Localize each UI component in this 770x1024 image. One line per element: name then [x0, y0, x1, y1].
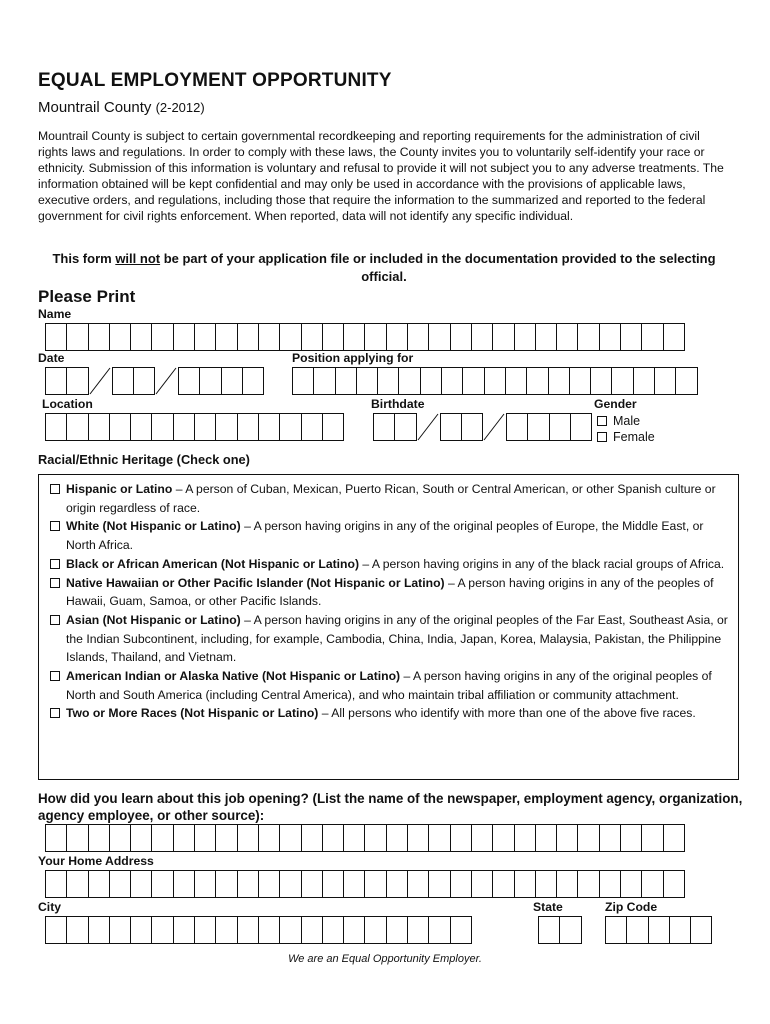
char-box[interactable] — [690, 916, 712, 944]
char-box[interactable] — [505, 367, 527, 395]
char-box[interactable] — [178, 367, 200, 395]
char-box[interactable] — [663, 824, 685, 852]
char-box[interactable] — [322, 824, 344, 852]
location-input-boxes[interactable] — [45, 413, 343, 441]
char-box[interactable] — [569, 367, 591, 395]
char-box[interactable] — [514, 870, 536, 898]
char-box[interactable] — [343, 870, 365, 898]
race-option[interactable] — [50, 704, 734, 723]
char-box[interactable] — [407, 870, 429, 898]
char-box[interactable] — [292, 367, 314, 395]
char-box[interactable] — [535, 824, 557, 852]
char-box[interactable] — [151, 323, 173, 351]
char-box[interactable] — [237, 323, 259, 351]
char-box[interactable] — [109, 413, 131, 441]
race-checkbox[interactable] — [50, 484, 60, 494]
char-box[interactable] — [471, 323, 493, 351]
race-option[interactable] — [50, 574, 734, 611]
char-box[interactable] — [599, 870, 621, 898]
race-name: White (Not Hispanic or Latino) — [66, 519, 241, 534]
char-box[interactable] — [577, 323, 599, 351]
race-name: Hispanic or Latino — [66, 482, 173, 496]
gender-male-option[interactable]: Male — [597, 414, 640, 428]
race-description: – A person having origins in any of the original peoples of the Far East, Southeast Asia, or the Indian Subcontinent, including, for example, Cambodia, China, India, Japan, Korea, Malaysia, Pakistan, the Philippine Islands, Thailand, and Vietnam. — [66, 612, 728, 665]
please-print-heading: Please Print — [38, 287, 136, 306]
race-checkbox[interactable] — [50, 559, 60, 569]
char-box[interactable] — [322, 870, 344, 898]
char-box[interactable] — [335, 367, 357, 395]
char-box[interactable] — [151, 824, 173, 852]
char-box[interactable] — [654, 367, 676, 395]
char-box[interactable] — [279, 413, 301, 441]
char-box[interactable] — [343, 824, 365, 852]
char-box[interactable] — [577, 870, 599, 898]
char-box[interactable] — [514, 323, 536, 351]
char-box[interactable] — [322, 916, 344, 944]
char-box[interactable] — [133, 367, 155, 395]
char-box[interactable] — [237, 413, 259, 441]
char-box[interactable] — [386, 323, 408, 351]
date-label: Date — [38, 351, 65, 365]
char-box[interactable] — [237, 824, 259, 852]
race-checkbox[interactable] — [50, 708, 60, 718]
char-box[interactable] — [66, 367, 88, 395]
char-box[interactable] — [506, 413, 528, 441]
race-checkbox[interactable] — [50, 671, 60, 681]
char-box[interactable] — [313, 367, 335, 395]
char-box[interactable] — [462, 367, 484, 395]
char-box[interactable] — [377, 367, 399, 395]
char-box[interactable] — [109, 916, 131, 944]
char-box[interactable] — [590, 367, 612, 395]
race-checkbox[interactable] — [50, 578, 60, 588]
char-box[interactable] — [641, 870, 663, 898]
char-box[interactable] — [428, 323, 450, 351]
char-box[interactable] — [215, 323, 237, 351]
char-box[interactable] — [45, 870, 67, 898]
char-box[interactable] — [663, 870, 685, 898]
char-box[interactable] — [301, 323, 323, 351]
char-box[interactable] — [279, 323, 301, 351]
char-box[interactable] — [356, 367, 378, 395]
char-box[interactable] — [641, 323, 663, 351]
char-box[interactable] — [66, 323, 88, 351]
char-box[interactable] — [88, 916, 110, 944]
char-box[interactable] — [641, 824, 663, 852]
char-box[interactable] — [663, 323, 685, 351]
form-revision: (2-2012) — [155, 100, 205, 115]
char-box[interactable] — [151, 413, 173, 441]
char-box[interactable] — [88, 323, 110, 351]
race-option-text — [66, 517, 734, 554]
char-box[interactable] — [215, 870, 237, 898]
name-input-boxes[interactable] — [45, 323, 684, 351]
date-input-boxes[interactable] — [45, 367, 263, 395]
char-box[interactable] — [194, 824, 216, 852]
char-box[interactable] — [45, 916, 67, 944]
char-box[interactable] — [88, 824, 110, 852]
char-box[interactable] — [45, 413, 67, 441]
char-box[interactable] — [258, 870, 280, 898]
location-label: Location — [42, 397, 93, 411]
race-name: Two or More Races (Not Hispanic or Latino) — [66, 706, 319, 721]
char-box[interactable] — [258, 916, 280, 944]
footer-eoe: We are an Equal Opportunity Employer. — [288, 953, 482, 965]
char-box[interactable] — [492, 824, 514, 852]
char-box[interactable] — [428, 870, 450, 898]
char-box[interactable] — [461, 413, 483, 441]
char-box[interactable] — [492, 323, 514, 351]
birthdate-label: Birthdate — [371, 397, 425, 411]
char-box[interactable] — [450, 323, 472, 351]
char-box[interactable] — [599, 323, 621, 351]
char-box[interactable] — [407, 323, 429, 351]
char-box[interactable] — [548, 367, 570, 395]
char-box[interactable] — [633, 367, 655, 395]
char-box[interactable] — [527, 413, 549, 441]
char-box[interactable] — [109, 824, 131, 852]
home-address-input-boxes[interactable] — [45, 870, 684, 898]
city-label: City — [38, 900, 62, 914]
char-box[interactable] — [343, 916, 365, 944]
char-box[interactable] — [441, 367, 463, 395]
race-description: – A person having origins in any of the original peoples of North and South America (including Central America), and who maintain tribal affiliation or community attachment. — [66, 669, 712, 702]
char-box[interactable] — [484, 367, 506, 395]
gender-label: Gender — [594, 397, 637, 411]
char-box[interactable] — [194, 323, 216, 351]
char-box[interactable] — [570, 413, 592, 441]
char-box[interactable] — [373, 413, 395, 441]
char-box[interactable] — [626, 916, 648, 944]
char-box[interactable] — [151, 870, 173, 898]
char-box[interactable] — [559, 916, 581, 944]
race-option[interactable] — [50, 611, 734, 667]
char-box[interactable] — [279, 870, 301, 898]
char-box[interactable] — [199, 367, 221, 395]
char-box[interactable] — [535, 323, 557, 351]
char-box[interactable] — [364, 916, 386, 944]
char-box[interactable] — [407, 916, 429, 944]
char-box[interactable] — [364, 824, 386, 852]
race-name: American Indian or Alaska Native (Not Hispanic or Latino) — [66, 669, 401, 684]
race-description: – A person having origins in any of the original peoples of Europe, the Middle East, or North Africa. — [66, 519, 704, 553]
char-box[interactable] — [242, 367, 264, 395]
char-box[interactable] — [620, 323, 642, 351]
race-description: – A person having origins in any of the black racial groups of Africa. — [359, 556, 725, 571]
race-option[interactable] — [50, 667, 734, 704]
char-box[interactable] — [258, 323, 280, 351]
race-option-text — [66, 667, 734, 704]
home-address-label: Your Home Address — [38, 854, 154, 868]
char-box[interactable] — [130, 323, 152, 351]
char-box[interactable] — [173, 323, 195, 351]
char-box[interactable] — [407, 824, 429, 852]
char-box[interactable] — [450, 916, 472, 944]
char-box[interactable] — [549, 413, 571, 441]
char-box[interactable] — [88, 413, 110, 441]
char-box[interactable] — [88, 870, 110, 898]
char-box[interactable] — [669, 916, 691, 944]
char-box[interactable] — [109, 323, 131, 351]
how-learn-input-boxes[interactable] — [45, 824, 684, 852]
char-box[interactable] — [605, 916, 627, 944]
char-box[interactable] — [130, 824, 152, 852]
char-box[interactable] — [301, 413, 323, 441]
char-box[interactable] — [364, 323, 386, 351]
char-box[interactable] — [611, 367, 633, 395]
race-option-text — [66, 704, 734, 723]
race-name: Black or African American (Not Hispanic or Latino) — [66, 556, 360, 571]
racial-heading: Racial/Ethnic Heritage (Check one) — [38, 452, 250, 467]
char-box[interactable] — [620, 824, 642, 852]
char-box[interactable] — [215, 824, 237, 852]
char-box[interactable] — [258, 413, 280, 441]
char-box[interactable] — [322, 323, 344, 351]
char-box[interactable] — [215, 916, 237, 944]
form-title: EQUAL EMPLOYMENT OPPORTUNITY — [38, 70, 392, 91]
char-box[interactable] — [526, 367, 548, 395]
race-option-text — [66, 480, 734, 517]
char-box[interactable] — [301, 870, 323, 898]
race-name: Asian (Not Hispanic or Latino) — [66, 612, 241, 627]
char-box[interactable] — [538, 916, 560, 944]
female-checkbox[interactable] — [597, 432, 607, 442]
race-checkbox[interactable] — [50, 521, 60, 531]
char-box[interactable] — [577, 824, 599, 852]
race-option-text — [66, 574, 734, 611]
char-box[interactable] — [471, 870, 493, 898]
char-box[interactable] — [386, 916, 408, 944]
birthdate-input-boxes[interactable] — [373, 413, 591, 441]
form-subtitle — [38, 99, 205, 116]
char-box[interactable] — [194, 413, 216, 441]
char-box[interactable] — [45, 323, 67, 351]
char-box[interactable] — [173, 824, 195, 852]
char-box[interactable] — [215, 413, 237, 441]
char-box[interactable] — [109, 870, 131, 898]
intro-paragraph: Mountrail County is subject to certain governmental recordkeeping and reporting requirements for the administration of civil rights laws and regulations. In order to comply with these laws, the County invites you to voluntarily self-identify your race or ethnicity. Submission of this information is voluntary and refusal to provide it will not subject you to any adverse treatments. The information obtained will be kept confidential and may only be used in accordance with the provisions of applicable laws, executive orders, and regulations, including those that require the information to the summarized and reported to the federal government for civil rights enforcement. When reported, data will not identify any specific individual. — [38, 129, 724, 223]
char-box[interactable] — [535, 870, 557, 898]
gender-female-option[interactable]: Female — [597, 430, 655, 444]
name-label: Name — [38, 307, 72, 321]
char-box[interactable] — [221, 367, 243, 395]
char-box[interactable] — [675, 367, 697, 395]
city-input-boxes[interactable] — [45, 916, 471, 944]
race-options-list — [50, 480, 734, 723]
char-box[interactable] — [420, 367, 442, 395]
form-notice: This form will not be part of your application file or included in the documentation provided to the selecting official. — [52, 251, 716, 284]
race-option-text — [66, 555, 734, 574]
race-description: – All persons who identify with more than one of the above five races. — [318, 706, 696, 721]
char-box[interactable] — [130, 870, 152, 898]
char-box[interactable] — [386, 824, 408, 852]
char-box[interactable] — [45, 824, 67, 852]
char-box[interactable] — [301, 916, 323, 944]
county-name: Mountrail County — [38, 99, 152, 116]
char-box[interactable] — [428, 916, 450, 944]
race-option[interactable] — [50, 480, 734, 517]
char-box[interactable] — [237, 870, 259, 898]
char-box[interactable] — [440, 413, 462, 441]
char-box[interactable] — [194, 916, 216, 944]
char-box[interactable] — [450, 870, 472, 898]
char-box[interactable] — [322, 413, 344, 441]
char-box[interactable] — [556, 870, 578, 898]
char-box[interactable] — [130, 413, 152, 441]
char-box[interactable] — [173, 870, 195, 898]
char-box[interactable] — [237, 916, 259, 944]
char-box[interactable] — [151, 916, 173, 944]
race-description: – A person of Cuban, Mexican, Puerto Rican, South or Central American, or other Spanish culture or origin regardless of race. — [66, 482, 716, 515]
char-box[interactable] — [66, 413, 88, 441]
male-checkbox[interactable] — [597, 416, 607, 426]
race-option-text — [66, 611, 734, 667]
char-box[interactable] — [599, 824, 621, 852]
race-description: – A person having origins in any of the peoples of Hawaii, Guam, Samoa, or other Pacific Islands. — [66, 575, 714, 609]
char-box[interactable] — [648, 916, 670, 944]
race-option[interactable] — [50, 555, 734, 574]
char-box[interactable] — [450, 824, 472, 852]
position-input-boxes[interactable] — [292, 367, 697, 395]
char-box[interactable] — [556, 824, 578, 852]
char-box[interactable] — [471, 824, 493, 852]
char-box[interactable] — [258, 824, 280, 852]
char-box[interactable] — [394, 413, 416, 441]
char-box[interactable] — [428, 824, 450, 852]
char-box[interactable] — [45, 367, 67, 395]
zip-input-boxes[interactable] — [605, 916, 711, 944]
race-option[interactable] — [50, 517, 734, 554]
char-box[interactable] — [194, 870, 216, 898]
char-box[interactable] — [66, 870, 88, 898]
char-box[interactable] — [279, 916, 301, 944]
char-box[interactable] — [130, 916, 152, 944]
char-box[interactable] — [66, 916, 88, 944]
char-box[interactable] — [343, 323, 365, 351]
char-box[interactable] — [173, 916, 195, 944]
char-box[interactable] — [364, 870, 386, 898]
char-box[interactable] — [112, 367, 134, 395]
char-box[interactable] — [556, 323, 578, 351]
char-box[interactable] — [620, 870, 642, 898]
char-box[interactable] — [66, 824, 88, 852]
char-box[interactable] — [279, 824, 301, 852]
race-name: Native Hawaiian or Other Pacific Islander (Not Hispanic or Latino) — [66, 575, 445, 590]
race-checkbox[interactable] — [50, 615, 60, 625]
char-box[interactable] — [492, 870, 514, 898]
state-label: State — [533, 900, 563, 914]
char-box[interactable] — [398, 367, 420, 395]
state-input-boxes[interactable] — [538, 916, 581, 944]
char-box[interactable] — [173, 413, 195, 441]
char-box[interactable] — [386, 870, 408, 898]
char-box[interactable] — [301, 824, 323, 852]
zip-label: Zip Code — [605, 900, 658, 914]
how-learn-question: How did you learn about this job opening? (List the name of the newspaper, employment agency, organization, agency employee, or other source): — [38, 791, 743, 823]
position-label: Position applying for — [292, 351, 414, 365]
char-box[interactable] — [514, 824, 536, 852]
